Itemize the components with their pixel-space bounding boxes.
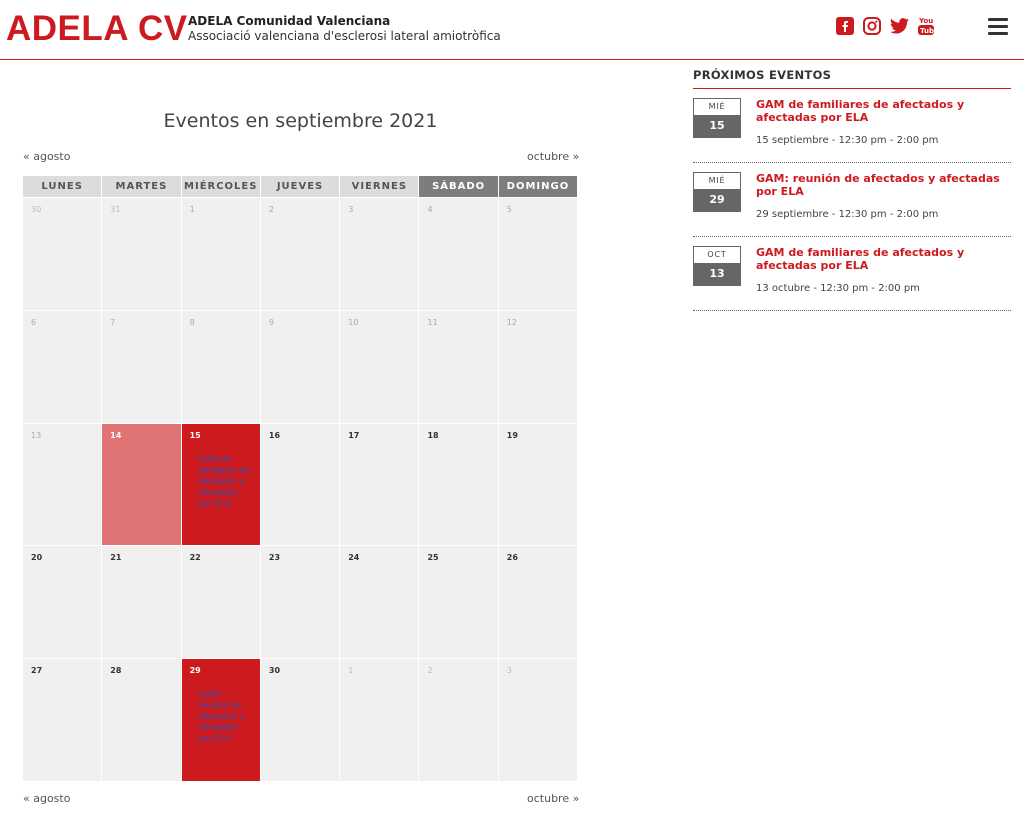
calendar-event-link[interactable]: GAM: reunión de afectados y afectadas por ELA bbox=[198, 689, 245, 743]
day-number: 8 bbox=[189, 318, 195, 327]
day-number: 1 bbox=[189, 205, 195, 214]
calendar-week-row bbox=[23, 198, 578, 310]
calendar-day[interactable] bbox=[102, 659, 180, 781]
event-date-day: 29 bbox=[694, 189, 740, 211]
hamburger-menu-icon[interactable] bbox=[988, 18, 1008, 34]
calendar-day[interactable] bbox=[23, 198, 101, 310]
calendar-day[interactable] bbox=[499, 546, 577, 658]
calendar-week-row bbox=[23, 311, 578, 423]
calendar-week-row bbox=[23, 659, 578, 781]
calendar-day[interactable] bbox=[261, 424, 339, 545]
day-number: 7 bbox=[110, 318, 116, 327]
event-date-day: 13 bbox=[694, 263, 740, 285]
day-number: 29 bbox=[189, 666, 201, 675]
event-time: 29 septiembre - 12:30 pm - 2:00 pm bbox=[756, 209, 939, 220]
calendar-day[interactable] bbox=[419, 546, 497, 658]
calendar-week-row bbox=[23, 424, 578, 545]
day-number: 3 bbox=[348, 205, 354, 214]
day-number: 16 bbox=[268, 431, 281, 440]
weekday-label: DOMINGO bbox=[499, 176, 577, 197]
calendar-day[interactable] bbox=[340, 198, 418, 310]
day-number: 15 bbox=[189, 431, 201, 440]
event-date-badge[interactable] bbox=[693, 246, 741, 286]
calendar-event-link[interactable]: GAM de familiares de afectados y afectadas por ELA bbox=[198, 454, 250, 508]
upcoming-event-item bbox=[693, 163, 1011, 237]
day-number: 11 bbox=[427, 318, 438, 327]
day-number: 23 bbox=[268, 553, 281, 562]
month-calendar bbox=[23, 176, 578, 781]
calendar-day[interactable] bbox=[499, 424, 577, 545]
calendar-day[interactable] bbox=[182, 311, 260, 423]
event-date-month: OCT bbox=[694, 247, 740, 263]
instagram-icon[interactable] bbox=[862, 16, 882, 36]
weekday-label: JUEVES bbox=[261, 176, 339, 197]
event-time: 13 octubre - 12:30 pm - 2:00 pm bbox=[756, 283, 920, 294]
svg-text:Tube: Tube bbox=[920, 27, 939, 35]
day-number: 28 bbox=[110, 666, 122, 675]
day-number: 13 bbox=[31, 431, 42, 440]
calendar-day[interactable] bbox=[340, 311, 418, 423]
day-number: 9 bbox=[268, 318, 274, 327]
prev-month-link-bottom[interactable]: « agosto bbox=[23, 792, 71, 805]
day-number: 18 bbox=[427, 431, 439, 440]
day-number: 1 bbox=[348, 666, 354, 675]
day-number: 5 bbox=[506, 205, 512, 214]
calendar-day[interactable] bbox=[340, 659, 418, 781]
svg-text:You: You bbox=[919, 17, 934, 25]
day-number: 2 bbox=[427, 666, 433, 675]
day-number: 20 bbox=[31, 553, 43, 562]
upcoming-event-item bbox=[693, 89, 1011, 163]
weekday-label: MARTES bbox=[102, 176, 180, 197]
next-month-link-bottom[interactable]: octubre » bbox=[527, 792, 580, 805]
day-number: 17 bbox=[348, 431, 360, 440]
calendar-day[interactable] bbox=[261, 198, 339, 310]
day-number: 30 bbox=[268, 666, 281, 675]
day-number: 10 bbox=[348, 318, 359, 327]
calendar-day[interactable] bbox=[499, 311, 577, 423]
day-number: 6 bbox=[31, 318, 37, 327]
calendar-day[interactable] bbox=[23, 546, 101, 658]
calendar-day[interactable] bbox=[419, 424, 497, 545]
org-subtitle: Associació valenciana d'esclerosi lateral amiotròfica bbox=[188, 29, 501, 43]
calendar-day[interactable] bbox=[340, 424, 418, 545]
prev-month-link-top[interactable]: « agosto bbox=[23, 150, 71, 163]
weekday-label: VIERNES bbox=[340, 176, 418, 197]
event-date-badge[interactable] bbox=[693, 98, 741, 138]
event-date-month: MIÉ bbox=[694, 99, 740, 115]
facebook-icon[interactable] bbox=[835, 16, 855, 36]
calendar-day[interactable] bbox=[419, 659, 497, 781]
twitter-icon[interactable] bbox=[889, 16, 909, 36]
event-time: 15 septiembre - 12:30 pm - 2:00 pm bbox=[756, 135, 939, 146]
day-number: 25 bbox=[427, 553, 439, 562]
day-number: 19 bbox=[506, 431, 518, 440]
day-number: 14 bbox=[110, 431, 122, 440]
calendar-day[interactable] bbox=[23, 424, 101, 545]
site-header bbox=[0, 0, 1024, 60]
youtube-icon[interactable] bbox=[916, 16, 939, 36]
calendar-day[interactable] bbox=[102, 546, 180, 658]
calendar-day-with-event[interactable] bbox=[182, 659, 260, 781]
event-title-link[interactable]: GAM: reunión de afectados y afectadas por ELA bbox=[756, 172, 1000, 198]
day-number: 27 bbox=[31, 666, 43, 675]
calendar-day[interactable] bbox=[261, 546, 339, 658]
calendar-day-with-event[interactable] bbox=[182, 424, 260, 545]
day-number: 30 bbox=[31, 205, 42, 214]
day-number: 4 bbox=[427, 205, 433, 214]
calendar-day[interactable] bbox=[419, 311, 497, 423]
widget-title: PRÓXIMOS EVENTOS bbox=[693, 60, 1011, 89]
day-number: 12 bbox=[506, 318, 517, 327]
calendar-week-row bbox=[23, 546, 578, 658]
calendar-day[interactable] bbox=[261, 659, 339, 781]
calendar-day[interactable] bbox=[102, 424, 180, 545]
event-title-link[interactable]: GAM de familiares de afectados y afectadas por ELA bbox=[756, 246, 965, 272]
day-number: 3 bbox=[506, 666, 512, 675]
event-date-day: 15 bbox=[694, 115, 740, 137]
calendar-day[interactable] bbox=[23, 659, 101, 781]
weekday-label: SÁBADO bbox=[419, 176, 497, 197]
event-date-month: MIÉ bbox=[694, 173, 740, 189]
calendar-grid bbox=[23, 198, 578, 781]
next-month-link-top[interactable]: octubre » bbox=[527, 150, 580, 163]
weekday-label: MIÉRCOLES bbox=[182, 176, 260, 197]
calendar-day[interactable] bbox=[102, 198, 180, 310]
upcoming-events-widget bbox=[693, 60, 1011, 311]
day-number: 31 bbox=[110, 205, 121, 214]
upcoming-event-item bbox=[693, 237, 1011, 311]
day-number: 26 bbox=[506, 553, 518, 562]
calendar-day[interactable] bbox=[419, 198, 497, 310]
org-name: ADELA Comunidad Valenciana bbox=[188, 14, 391, 28]
calendar-day[interactable] bbox=[182, 198, 260, 310]
event-date-badge[interactable] bbox=[693, 172, 741, 212]
calendar-day[interactable] bbox=[23, 311, 101, 423]
weekday-label: LUNES bbox=[23, 176, 101, 197]
day-number: 24 bbox=[348, 553, 360, 562]
calendar-day[interactable] bbox=[261, 311, 339, 423]
calendar-day[interactable] bbox=[340, 546, 418, 658]
day-number: 2 bbox=[268, 205, 274, 214]
day-number: 22 bbox=[189, 553, 201, 562]
calendar-title: Eventos en septiembre 2021 bbox=[163, 110, 438, 132]
calendar-day[interactable] bbox=[182, 546, 260, 658]
calendar-day[interactable] bbox=[102, 311, 180, 423]
org-info bbox=[188, 14, 501, 44]
calendar-day[interactable] bbox=[499, 659, 577, 781]
day-number: 21 bbox=[110, 553, 122, 562]
event-title-link[interactable]: GAM de familiares de afectados y afectadas por ELA bbox=[756, 98, 965, 124]
social-links bbox=[835, 16, 939, 36]
site-logo[interactable]: ADELA CV bbox=[6, 9, 188, 48]
calendar-day[interactable] bbox=[499, 198, 577, 310]
weekday-header bbox=[23, 176, 578, 197]
